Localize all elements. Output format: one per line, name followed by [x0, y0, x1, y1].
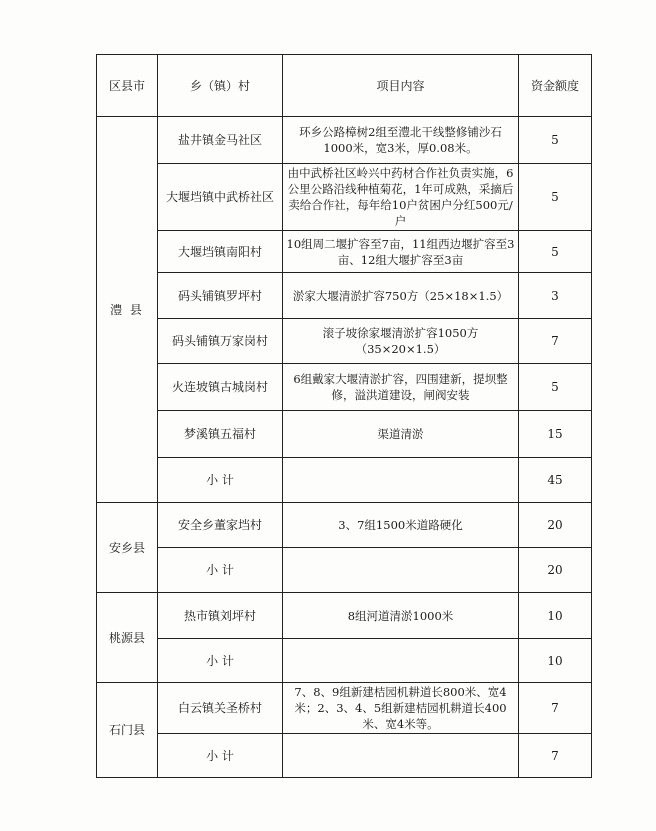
village-cell: 梦溪镇五福村: [158, 411, 283, 458]
subtotal-label: 小 计: [158, 639, 283, 683]
table-row: [97, 503, 592, 548]
subtotal-content: [283, 458, 519, 503]
header-amount: 资金额度: [519, 55, 592, 117]
amount-cell: 5: [519, 164, 592, 231]
amount-cell: 3: [519, 273, 592, 319]
subtotal-amount: 20: [519, 548, 592, 593]
village-cell: 火连坡镇古城岗村: [158, 364, 283, 411]
village-cell: 热市镇刘坪村: [158, 593, 283, 639]
content-cell: 淤家大堰清淤扩容750方（25×18×1.5）: [283, 273, 519, 319]
subtotal-row: [97, 458, 592, 503]
amount-cell: 5: [519, 231, 592, 273]
content-cell: 渠道清淤: [283, 411, 519, 458]
content-cell: 6组戴家大堰清淤扩容，四围建新，提坝整修，溢洪道建设，闸阀安装: [283, 364, 519, 411]
subtotal-content: [283, 639, 519, 683]
amount-cell: 15: [519, 411, 592, 458]
village-cell: 盐井镇金马社区: [158, 117, 283, 164]
subtotal-label: 小 计: [158, 548, 283, 593]
content-cell: 3、7组1500米道路硬化: [283, 503, 519, 548]
table-row: [97, 364, 592, 411]
table-row: [97, 231, 592, 273]
amount-cell: 5: [519, 117, 592, 164]
fund-allocation-table: [96, 54, 592, 778]
content-cell: 环乡公路樟树2组至澧北干线整修铺沙石1000米，宽3米，厚0.08米。: [283, 117, 519, 164]
header-village: 乡（镇）村: [158, 55, 283, 117]
subtotal-row: [97, 548, 592, 593]
table-row: [97, 411, 592, 458]
county-cell: 安乡县: [97, 503, 158, 593]
subtotal-amount: 7: [519, 734, 592, 778]
subtotal-row: [97, 734, 592, 778]
village-cell: 大堰垱镇南阳村: [158, 231, 283, 273]
content-cell: 滚子坡徐家堰清淤扩容1050方（35×20×1.5）: [283, 319, 519, 364]
content-cell: 8组河道清淤1000米: [283, 593, 519, 639]
amount-cell: 10: [519, 593, 592, 639]
county-cell: 桃源县: [97, 593, 158, 683]
county-cell: 澧 县: [97, 117, 158, 503]
amount-cell: 7: [519, 319, 592, 364]
village-cell: 码头铺镇罗坪村: [158, 273, 283, 319]
subtotal-content: [283, 734, 519, 778]
subtotal-row: [97, 639, 592, 683]
header-county: 区县市: [97, 55, 158, 117]
content-cell: 7、8、9组新建桔园机耕道长800米、宽4米；2、3、4、5组新建桔园机耕道长400米、宽4米等。: [283, 683, 519, 734]
county-cell: 石门县: [97, 683, 158, 778]
content-cell: 由中武桥社区岭兴中药材合作社负责实施，6公里公路沿线种植菊花，1年可成熟，采摘后卖给合作社，每年给10户贫困户分红500元/户: [283, 164, 519, 231]
subtotal-content: [283, 548, 519, 593]
table-row: [97, 593, 592, 639]
table-row: [97, 164, 592, 231]
header-row: [97, 55, 592, 117]
amount-cell: 7: [519, 683, 592, 734]
subtotal-amount: 45: [519, 458, 592, 503]
village-cell: 码头铺镇万家岗村: [158, 319, 283, 364]
table-row: [97, 117, 592, 164]
village-cell: 白云镇关圣桥村: [158, 683, 283, 734]
table-row: [97, 319, 592, 364]
village-cell: 大堰垱镇中武桥社区: [158, 164, 283, 231]
amount-cell: 20: [519, 503, 592, 548]
subtotal-label: 小 计: [158, 458, 283, 503]
village-cell: 安全乡董家垱村: [158, 503, 283, 548]
table-row: [97, 273, 592, 319]
content-cell: 10组周二堰扩容至7亩，11组西边堰扩容至3亩、12组大堰扩容至3亩: [283, 231, 519, 273]
amount-cell: 5: [519, 364, 592, 411]
subtotal-amount: 10: [519, 639, 592, 683]
table-row: [97, 683, 592, 734]
subtotal-label: 小 计: [158, 734, 283, 778]
header-content: 项目内容: [283, 55, 519, 117]
